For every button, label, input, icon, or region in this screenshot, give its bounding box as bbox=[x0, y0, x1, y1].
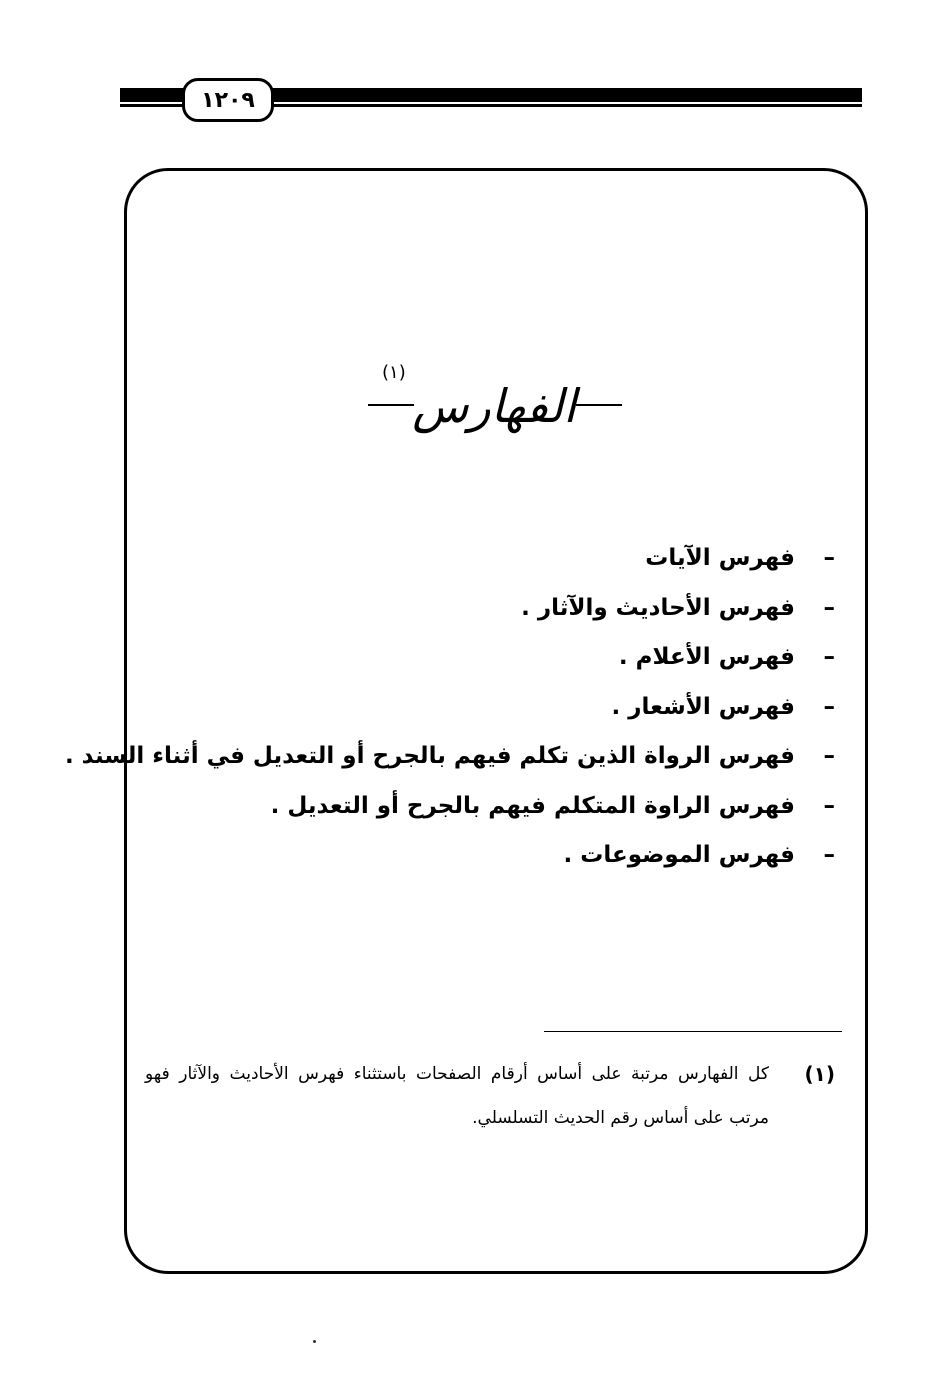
page-number: ١٢٠٩ bbox=[182, 78, 274, 122]
list-dash: – bbox=[823, 842, 835, 868]
footnote-rule bbox=[544, 1031, 842, 1032]
list-item-label: فهرس الرواة الذين تكلم فيهم بالجرح أو التعديل في أثناء السند . bbox=[64, 743, 795, 769]
list-dash: – bbox=[823, 545, 835, 571]
list-item-label: فهرس الآيات bbox=[645, 545, 795, 571]
list-item bbox=[135, 637, 835, 687]
footnote bbox=[145, 1052, 835, 1140]
list-item bbox=[135, 588, 835, 638]
section-title bbox=[360, 362, 630, 452]
footnote-marker: (١) bbox=[804, 1062, 835, 1086]
list-dash: – bbox=[823, 644, 835, 670]
list-item-label: فهرس الأحاديث والآثار . bbox=[521, 594, 795, 621]
list-dash: – bbox=[823, 792, 835, 819]
list-dash: – bbox=[823, 693, 835, 720]
list-item-label: فهرس الموضوعات . bbox=[563, 842, 795, 868]
title-rule-left bbox=[368, 404, 414, 406]
scan-speck bbox=[313, 1340, 316, 1343]
list-dash: – bbox=[823, 594, 835, 621]
list-item bbox=[64, 736, 835, 786]
list-item bbox=[135, 835, 835, 885]
title-footnote-marker: (١) bbox=[382, 362, 406, 383]
title-rule-right bbox=[576, 404, 622, 406]
list-item bbox=[135, 786, 835, 836]
list-item bbox=[135, 687, 835, 737]
list-dash: – bbox=[823, 743, 835, 769]
list-item-label: فهرس الأشعار . bbox=[611, 693, 795, 720]
title-text: الفهارس bbox=[412, 379, 576, 433]
list-item-label: فهرس الأعلام . bbox=[618, 644, 795, 670]
list-item bbox=[135, 538, 835, 588]
footnote-text: كل الفهارس مرتبة على أساس أرقام الصفحات باستثناء فهرس الأحاديث والآثار فهو مرتب على أساس رقم الحديث التسلسلي. bbox=[145, 1064, 769, 1128]
index-list bbox=[64, 538, 835, 885]
list-item-label: فهرس الراوة المتكلم فيهم بالجرح أو التعديل . bbox=[270, 792, 795, 819]
